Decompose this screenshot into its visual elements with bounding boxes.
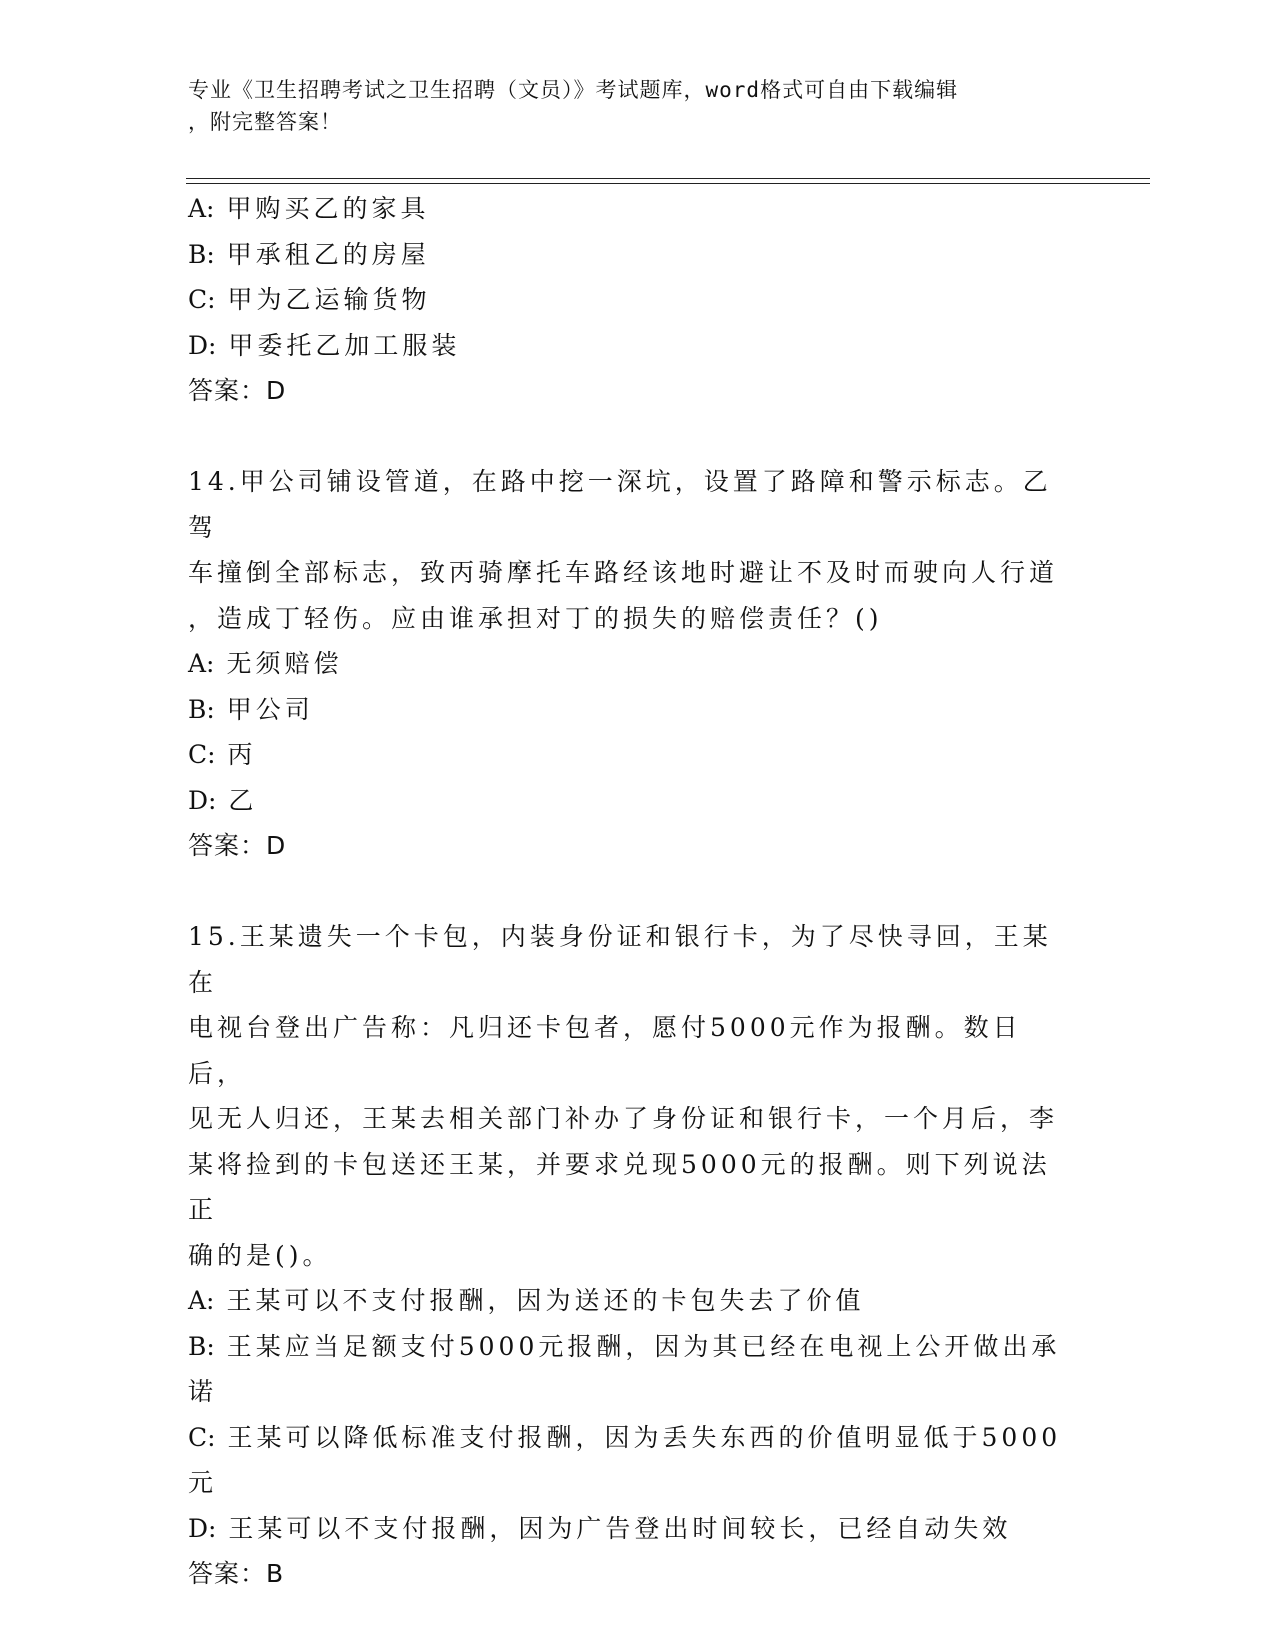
question-text-line: 14.甲公司铺设管道，在路中挖一深坑，设置了路障和警示标志。乙驾 bbox=[188, 467, 1052, 542]
header-line-2: ，附完整答案！ bbox=[188, 110, 342, 134]
question-14 bbox=[188, 459, 1068, 869]
question-text-line: 15.王某遗失一个卡包，内装身份证和银行卡，为了尽快寻回，王某在 bbox=[188, 922, 1052, 997]
header-rule-bottom bbox=[186, 183, 1150, 184]
answer: 答案：B bbox=[188, 1559, 285, 1588]
option-a: A: 甲购买乙的家具 bbox=[188, 194, 430, 223]
option-d: D: 乙 bbox=[188, 785, 258, 815]
question-text-line: 确的是()。 bbox=[188, 1240, 332, 1270]
option-c: C: 王某可以降低标准支付报酬，因为丢失东西的价值明显低于5000 bbox=[188, 1422, 1062, 1452]
option-c: C: 丙 bbox=[188, 740, 257, 769]
option-c-continued: 元 bbox=[188, 1468, 218, 1497]
option-b: B: 甲公司 bbox=[188, 694, 314, 724]
document-header bbox=[188, 74, 1088, 138]
question-text-line: 某将捡到的卡包送还王某，并要求兑现5000元的报酬。则下列说法正 bbox=[188, 1149, 1051, 1224]
question-13 bbox=[188, 186, 1068, 414]
document-body bbox=[188, 186, 1068, 1597]
option-a: A: 无须赔偿 bbox=[188, 649, 343, 678]
option-d: D: 甲委托乙加工服装 bbox=[188, 330, 461, 360]
question-text-line: 见无人归还，王某去相关部门补办了身份证和银行卡，一个月后，李 bbox=[188, 1104, 1059, 1133]
option-b: B: 甲承租乙的房屋 bbox=[188, 239, 430, 269]
option-b-continued: 诺 bbox=[188, 1377, 218, 1406]
question-text-line: 车撞倒全部标志，致丙骑摩托车路经该地时避让不及时而驶向人行道 bbox=[188, 558, 1059, 587]
option-d: D: 王某可以不支付报酬，因为广告登出时间较长，已经自动失效 bbox=[188, 1513, 1012, 1543]
question-text-line: ，造成丁轻伤。应由谁承担对丁的损失的赔偿责任？() bbox=[188, 603, 883, 633]
option-b: B: 王某应当足额支付5000元报酬，因为其已经在电视上公开做出承 bbox=[188, 1331, 1061, 1361]
question-15 bbox=[188, 914, 1068, 1597]
answer: 答案：D bbox=[188, 831, 287, 860]
question-text-line: 电视台登出广告称：凡归还卡包者，愿付5000元作为报酬。数日后， bbox=[188, 1013, 1022, 1088]
header-line-1: 专业《卫生招聘考试之卫生招聘（文员）》考试题库，word格式可自由下载编辑 bbox=[188, 78, 959, 102]
option-a: A: 王某可以不支付报酬，因为送还的卡包失去了价值 bbox=[188, 1286, 865, 1315]
option-c: C: 甲为乙运输货物 bbox=[188, 285, 431, 314]
header-rule-top bbox=[186, 178, 1150, 179]
answer: 答案：D bbox=[188, 376, 287, 405]
